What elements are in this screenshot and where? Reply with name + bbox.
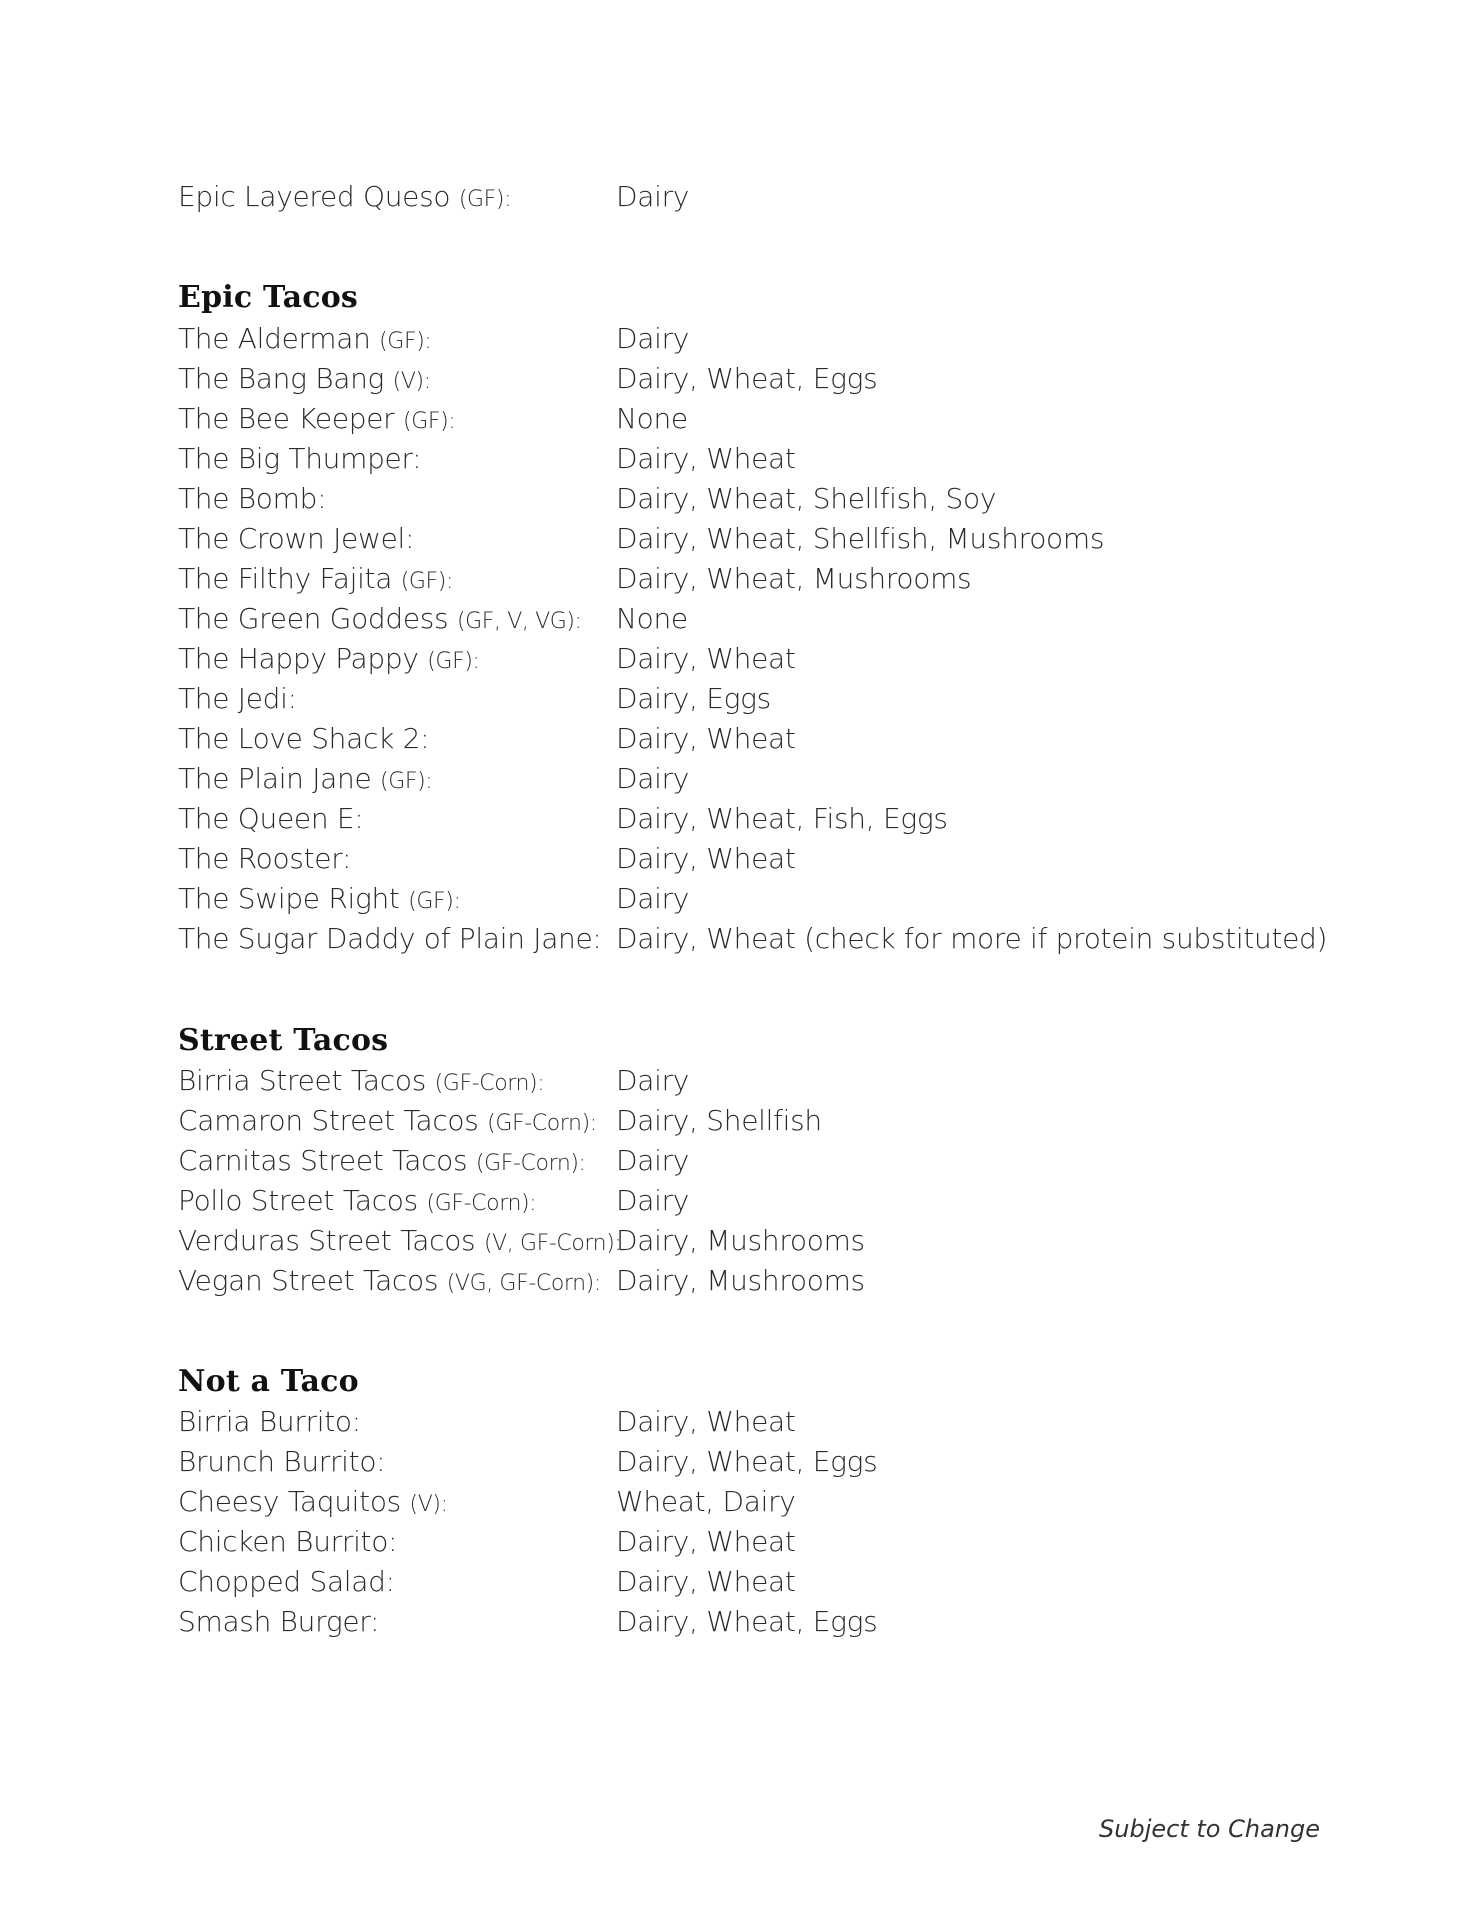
section-title-not-a-taco: Not a Taco (178, 1364, 359, 1399)
menu-item-allergens: None (616, 602, 688, 635)
menu-item-name: The Big Thumper: (178, 442, 422, 475)
menu-row (0, 439, 1484, 479)
menu-row (0, 319, 1484, 359)
menu-row (0, 639, 1484, 679)
menu-item-name: The Bang Bang (V): (178, 362, 431, 395)
menu-row (0, 1101, 1484, 1141)
menu-item-allergens: Dairy, Mushrooms (616, 1264, 865, 1297)
menu-item-allergens: Dairy, Wheat (616, 722, 796, 755)
menu-item-allergens: Wheat, Dairy (616, 1485, 796, 1518)
menu-item-allergens: Dairy, Wheat (check for more if protein substituted) (616, 922, 1328, 955)
menu-item-allergens: Dairy, Wheat, Eggs (616, 1445, 878, 1478)
menu-item-name: The Queen E: (178, 802, 364, 835)
menu-item-name: The Green Goddess (GF, V, VG): (178, 602, 582, 635)
menu-item-allergens: Dairy (616, 1184, 690, 1217)
menu-row (0, 399, 1484, 439)
menu-item-name: Carnitas Street Tacos (GF-Corn): (178, 1144, 586, 1177)
menu-row (0, 799, 1484, 839)
menu-row (0, 759, 1484, 799)
menu-item-name: The Bomb: (178, 482, 327, 515)
section-title-street-tacos: Street Tacos (178, 1023, 389, 1058)
menu-row (0, 599, 1484, 639)
menu-row (0, 1261, 1484, 1301)
menu-item-name: Camaron Street Tacos (GF-Corn): (178, 1104, 597, 1137)
menu-item-allergens: Dairy, Mushrooms (616, 1224, 865, 1257)
menu-row (0, 1181, 1484, 1221)
menu-item-name: The Alderman (GF): (178, 322, 432, 355)
menu-item-allergens: Dairy (616, 180, 690, 213)
menu-item-name: The Crown Jewel: (178, 522, 415, 555)
menu-item-name: Birria Burrito: (178, 1405, 361, 1438)
menu-item-name: Chicken Burrito: (178, 1525, 398, 1558)
menu-row (0, 1562, 1484, 1602)
menu-item-allergens: Dairy, Wheat (616, 1405, 796, 1438)
menu-item-allergens: Dairy, Wheat (616, 1525, 796, 1558)
menu-row (0, 519, 1484, 559)
menu-row (0, 679, 1484, 719)
menu-item-name: Cheesy Taquitos (V): (178, 1485, 448, 1518)
menu-item-name: The Happy Pappy (GF): (178, 642, 480, 675)
menu-item-allergens: Dairy (616, 322, 690, 355)
menu-item-allergens: Dairy, Shellfish (616, 1104, 822, 1137)
menu-item-name: Vegan Street Tacos (VG, GF-Corn): (178, 1264, 601, 1297)
menu-item-name: Brunch Burrito: (178, 1445, 386, 1478)
menu-item-name: Epic Layered Queso (GF): (178, 180, 512, 213)
menu-item-name: Pollo Street Tacos (GF-Corn): (178, 1184, 537, 1217)
menu-item-allergens: Dairy, Wheat, Shellfish, Soy (616, 482, 997, 515)
menu-item-allergens: Dairy (616, 882, 690, 915)
menu-item-allergens: Dairy, Wheat, Eggs (616, 1605, 878, 1638)
menu-item-allergens: Dairy, Wheat, Shellfish, Mushrooms (616, 522, 1105, 555)
menu-row (0, 919, 1484, 959)
menu-row (0, 1522, 1484, 1562)
menu-item-allergens: Dairy, Eggs (616, 682, 771, 715)
menu-item-name: The Rooster: (178, 842, 352, 875)
menu-item-name: Smash Burger: (178, 1605, 380, 1638)
menu-item-allergens: Dairy, Wheat, Eggs (616, 362, 878, 395)
menu-item-name: The Swipe Right (GF): (178, 882, 461, 915)
menu-item-allergens: Dairy (616, 762, 690, 795)
menu-item-name: Birria Street Tacos (GF-Corn): (178, 1064, 545, 1097)
menu-item-allergens: Dairy, Wheat (616, 842, 796, 875)
menu-row (0, 1602, 1484, 1642)
menu-row (0, 1141, 1484, 1181)
menu-item-name: The Jedi: (178, 682, 297, 715)
menu-row (0, 1442, 1484, 1482)
subject-to-change-note: Subject to Change (1099, 1815, 1320, 1843)
menu-item-allergens: Dairy, Wheat (616, 442, 796, 475)
menu-item-allergens: Dairy (616, 1144, 690, 1177)
section-title-epic-tacos: Epic Tacos (178, 280, 359, 315)
menu-row (0, 879, 1484, 919)
menu-item-name: Verduras Street Tacos (V, GF-Corn): (178, 1224, 622, 1257)
menu-item-name: The Love Shack 2: (178, 722, 430, 755)
menu-row-epic-layered-queso (0, 177, 1484, 217)
menu-item-name: The Bee Keeper (GF): (178, 402, 456, 435)
menu-row (0, 719, 1484, 759)
menu-row (0, 359, 1484, 399)
menu-item-allergens: Dairy, Wheat (616, 1565, 796, 1598)
menu-item-allergens: Dairy, Wheat, Fish, Eggs (616, 802, 948, 835)
menu-item-allergens: Dairy, Wheat (616, 642, 796, 675)
menu-item-name: The Sugar Daddy of Plain Jane: (178, 922, 602, 955)
menu-row (0, 1482, 1484, 1522)
menu-item-allergens: Dairy, Wheat, Mushrooms (616, 562, 972, 595)
menu-row (0, 1061, 1484, 1101)
menu-item-allergens: Dairy (616, 1064, 690, 1097)
menu-item-name: Chopped Salad: (178, 1565, 395, 1598)
menu-row (0, 1402, 1484, 1442)
menu-item-name: The Filthy Fajita (GF): (178, 562, 453, 595)
menu-row (0, 839, 1484, 879)
menu-row (0, 1221, 1484, 1261)
menu-item-allergens: None (616, 402, 688, 435)
menu-row (0, 479, 1484, 519)
menu-item-name: The Plain Jane (GF): (178, 762, 433, 795)
menu-row (0, 559, 1484, 599)
